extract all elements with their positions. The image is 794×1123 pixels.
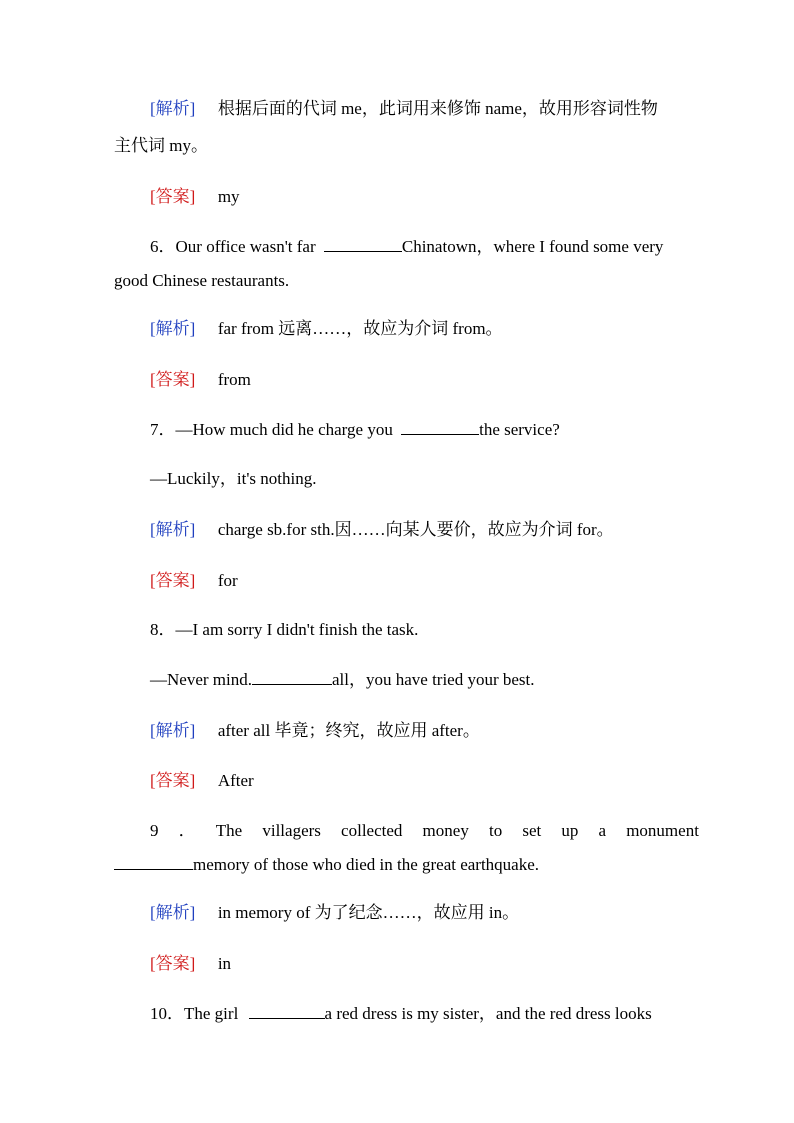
question-word: 9 bbox=[150, 821, 159, 840]
q7-stem-line2: —Luckily，it's nothing. bbox=[150, 469, 317, 488]
question-word: set bbox=[522, 821, 542, 840]
question-text: 10．The girl bbox=[150, 1004, 239, 1023]
q7-answer bbox=[150, 570, 238, 592]
analysis-tag: [解析] bbox=[150, 721, 196, 740]
analysis-text: in memory of 为了纪念……，故应用 in。 bbox=[217, 903, 520, 922]
q9-stem-line2 bbox=[114, 854, 539, 876]
question-word: collected bbox=[341, 821, 403, 840]
analysis-tag: [解析] bbox=[150, 99, 196, 118]
answer-text: for bbox=[217, 571, 238, 590]
answer-tag: [答案] bbox=[150, 954, 196, 973]
question-text: 7．—How much did he charge you bbox=[150, 420, 393, 439]
answer-blank bbox=[401, 419, 479, 435]
answer-tag: [答案] bbox=[150, 771, 196, 790]
q5-analysis-line2: 主代词 my。 bbox=[114, 136, 208, 155]
q8-stem-line1: 8．—I am sorry I didn't finish the task. bbox=[150, 620, 419, 639]
q9-stem-line1 bbox=[150, 820, 699, 842]
question-word: to bbox=[488, 821, 503, 840]
answer-text: my bbox=[217, 187, 240, 206]
answer-tag: [答案] bbox=[150, 370, 196, 389]
q9-analysis bbox=[150, 902, 519, 924]
question-word: monument bbox=[626, 821, 699, 840]
q8-stem-line2 bbox=[150, 669, 535, 691]
q6-stem-line2: good Chinese restaurants. bbox=[114, 271, 290, 290]
analysis-text: 根据后面的代词 me，此词用来修饰 name，故用形容词性物 bbox=[217, 99, 658, 118]
q7-analysis bbox=[150, 519, 614, 541]
q6-analysis bbox=[150, 318, 503, 340]
analysis-text: charge sb.for sth.因……向某人要价，故应为介词 for。 bbox=[217, 520, 614, 539]
q10-stem-line1 bbox=[150, 1003, 652, 1025]
question-text: —Never mind. bbox=[150, 670, 252, 689]
question-word: money bbox=[422, 821, 469, 840]
question-word: villagers bbox=[262, 821, 321, 840]
q8-analysis bbox=[150, 720, 480, 742]
analysis-tag: [解析] bbox=[150, 903, 196, 922]
question-word: The bbox=[215, 821, 243, 840]
analysis-tag: [解析] bbox=[150, 520, 196, 539]
q5-analysis-line1 bbox=[150, 98, 658, 120]
question-word: a bbox=[598, 821, 607, 840]
answer-text: After bbox=[217, 771, 254, 790]
answer-tag: [答案] bbox=[150, 187, 196, 206]
question-text: all，you have tried your best. bbox=[331, 670, 535, 689]
analysis-text: after all 毕竟；终究，故应用 after。 bbox=[217, 721, 480, 740]
question-text: Chinatown，where I found some very bbox=[401, 237, 664, 256]
q9-answer bbox=[150, 953, 231, 975]
question-text: 6．Our office wasn't far bbox=[150, 237, 316, 256]
question-word: up bbox=[561, 821, 579, 840]
answer-text: from bbox=[217, 370, 251, 389]
q5-answer bbox=[150, 186, 240, 208]
q6-stem-line1 bbox=[150, 236, 663, 258]
question-text: a red dress is my sister，and the red dress looks bbox=[324, 1004, 652, 1023]
answer-blank bbox=[114, 854, 193, 870]
question-word: ． bbox=[178, 821, 196, 840]
answer-tag: [答案] bbox=[150, 571, 196, 590]
answer-blank bbox=[249, 1003, 325, 1019]
question-text: the service? bbox=[479, 420, 560, 439]
question-text: memory of those who died in the great earthquake. bbox=[193, 855, 540, 874]
q6-answer bbox=[150, 369, 251, 391]
answer-blank bbox=[252, 669, 332, 685]
q8-answer bbox=[150, 770, 254, 792]
answer-blank bbox=[324, 236, 402, 252]
analysis-text: far from 远离……，故应为介词 from。 bbox=[217, 319, 503, 338]
answer-text: in bbox=[217, 954, 232, 973]
analysis-tag: [解析] bbox=[150, 319, 196, 338]
q7-stem-line1 bbox=[150, 419, 560, 441]
